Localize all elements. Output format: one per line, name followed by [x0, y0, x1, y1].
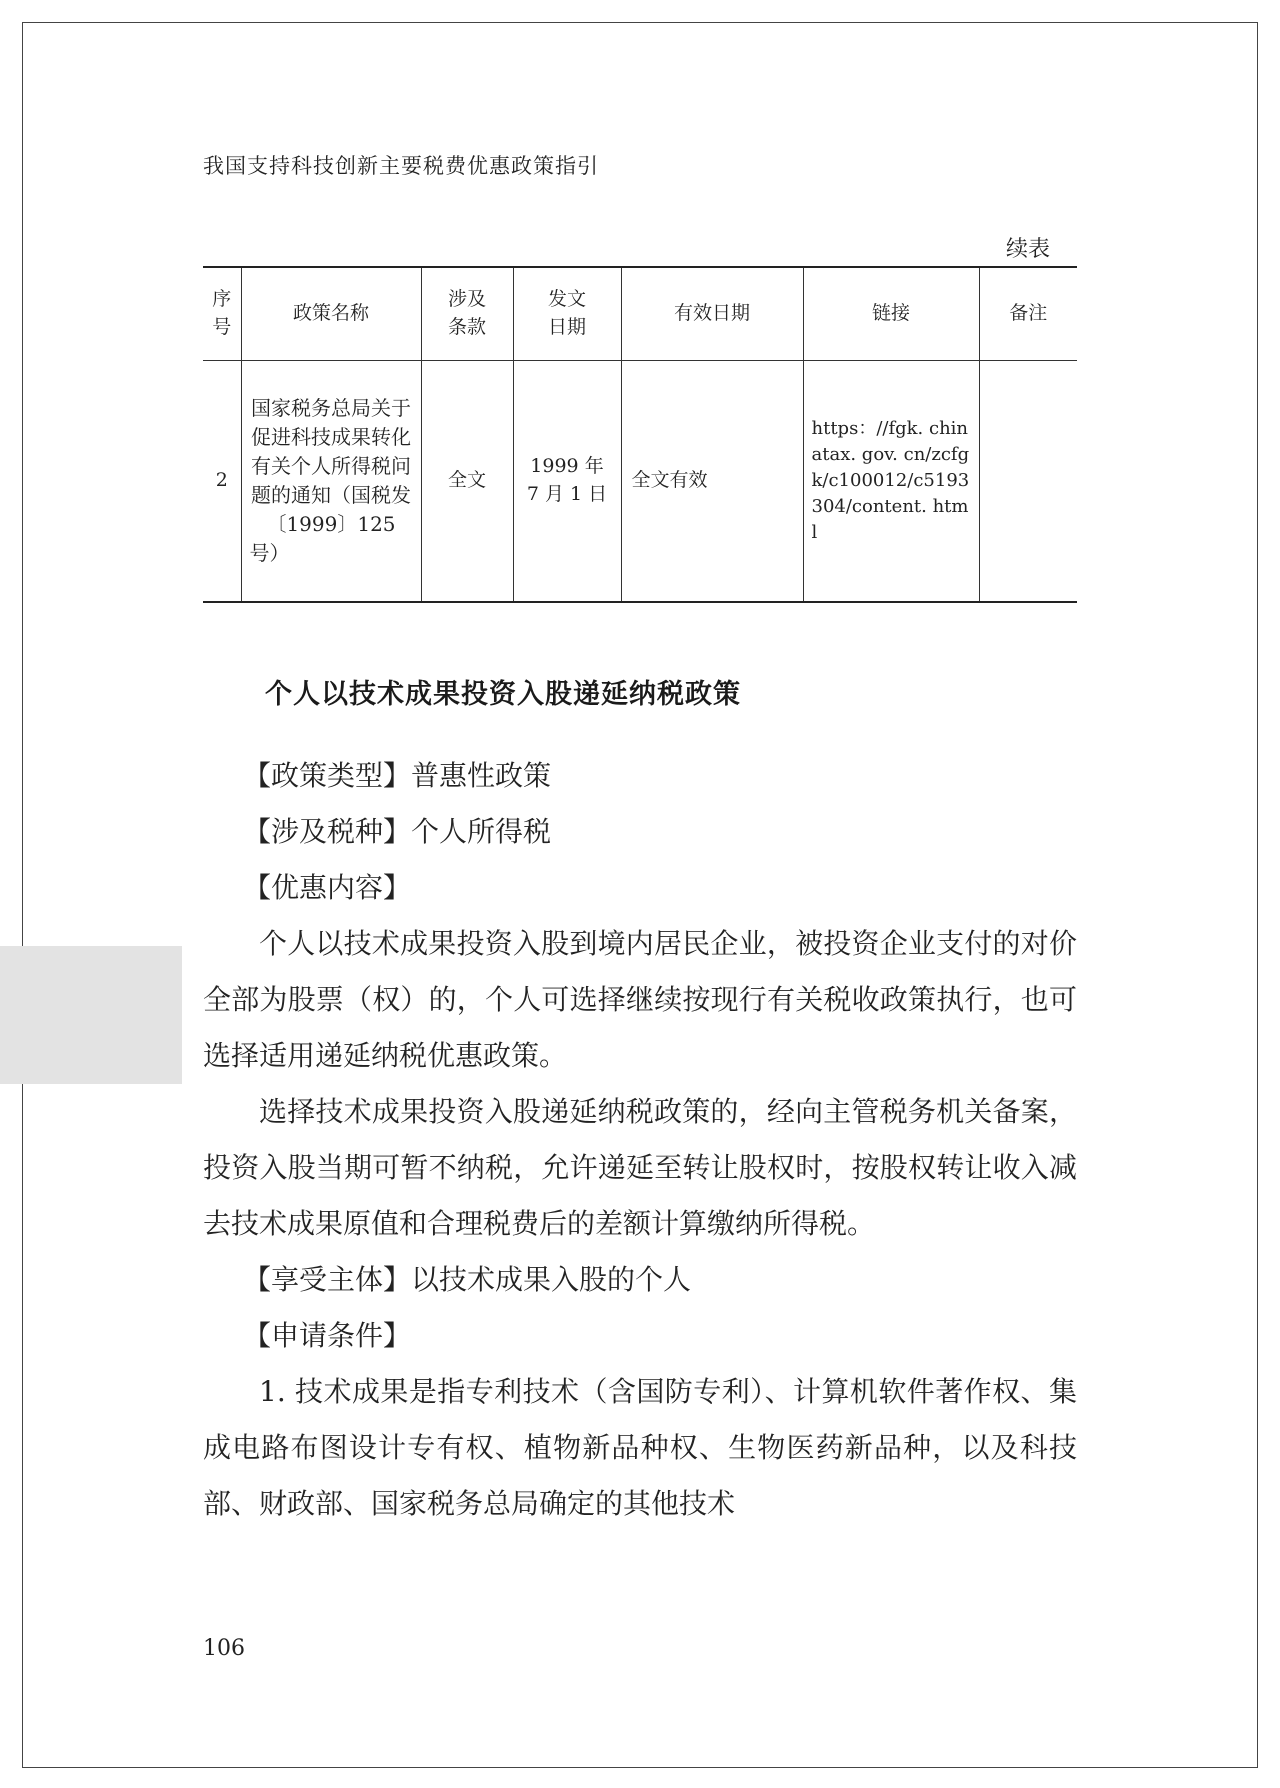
header-policy-name: 政策名称 — [241, 267, 421, 361]
tax-type-line: 【涉及税种】个人所得税 — [243, 815, 552, 848]
conditions-heading: 【申请条件】 — [243, 1319, 412, 1352]
running-header: 我国支持科技创新主要税费优惠政策指引 — [203, 154, 599, 178]
header-remarks: 备注 — [979, 267, 1077, 361]
section-title: 个人以技术成果投资入股递延纳税政策 — [265, 679, 741, 710]
benefit-paragraph-1: 个人以技术成果投资入股到境内居民企业，被投资企业支付的对价全部为股票（权）的，个人可选择继续按现行有关税收政策执行，也可选择适用递延纳税优惠政策。 — [203, 927, 1077, 1072]
page-number: 106 — [203, 1636, 245, 1661]
cell-remarks — [979, 361, 1077, 603]
policy-body — [203, 748, 1077, 1532]
condition-1-paragraph: 1. 技术成果是指专利技术（含国防专利）、计算机软件著作权、集成电路布图设计专有权、植物新品种权、生物医药新品种，以及科技部、财政部、国家税务总局确定的其他技术 — [203, 1375, 1077, 1520]
side-thumb-tab — [0, 946, 182, 1084]
benefit-paragraph-2: 选择技术成果投资入股递延纳税政策的，经向主管税务机关备案，投资入股当期可暂不纳税，允许递延至转让股权时，按股权转让收入减去技术成果原值和合理税费后的差额计算缴纳所得税。 — [203, 1095, 1077, 1240]
beneficiary-line: 【享受主体】以技术成果入股的个人 — [243, 1263, 692, 1296]
cell-clauses: 全文 — [421, 361, 513, 603]
header-validity: 有效日期 — [621, 267, 803, 361]
policy-type-line: 【政策类型】普惠性政策 — [243, 759, 552, 792]
benefit-heading: 【优惠内容】 — [243, 871, 412, 904]
table-header-row — [203, 267, 1077, 361]
cell-policy-name: 国家税务总局关于促进科技成果转化有关个人所得税问题的通知（国税发〔1999〕125 号） — [241, 361, 421, 603]
policy-table — [203, 266, 1077, 603]
header-link: 链接 — [803, 267, 979, 361]
header-issue-date: 发文 日期 — [513, 267, 621, 361]
cell-link[interactable]: https：//fgk. chinatax. gov. cn/zcfgk/c100012/c5193304/content. html — [803, 361, 979, 603]
continued-table-label: 续表 — [1005, 237, 1050, 262]
cell-validity: 全文有效 — [621, 361, 803, 603]
table-row — [203, 361, 1077, 603]
cell-issue-date: 1999 年 7 月 1 日 — [513, 361, 621, 603]
header-clauses: 涉及 条款 — [421, 267, 513, 361]
header-index: 序 号 — [203, 267, 241, 361]
cell-index: 2 — [203, 361, 241, 603]
